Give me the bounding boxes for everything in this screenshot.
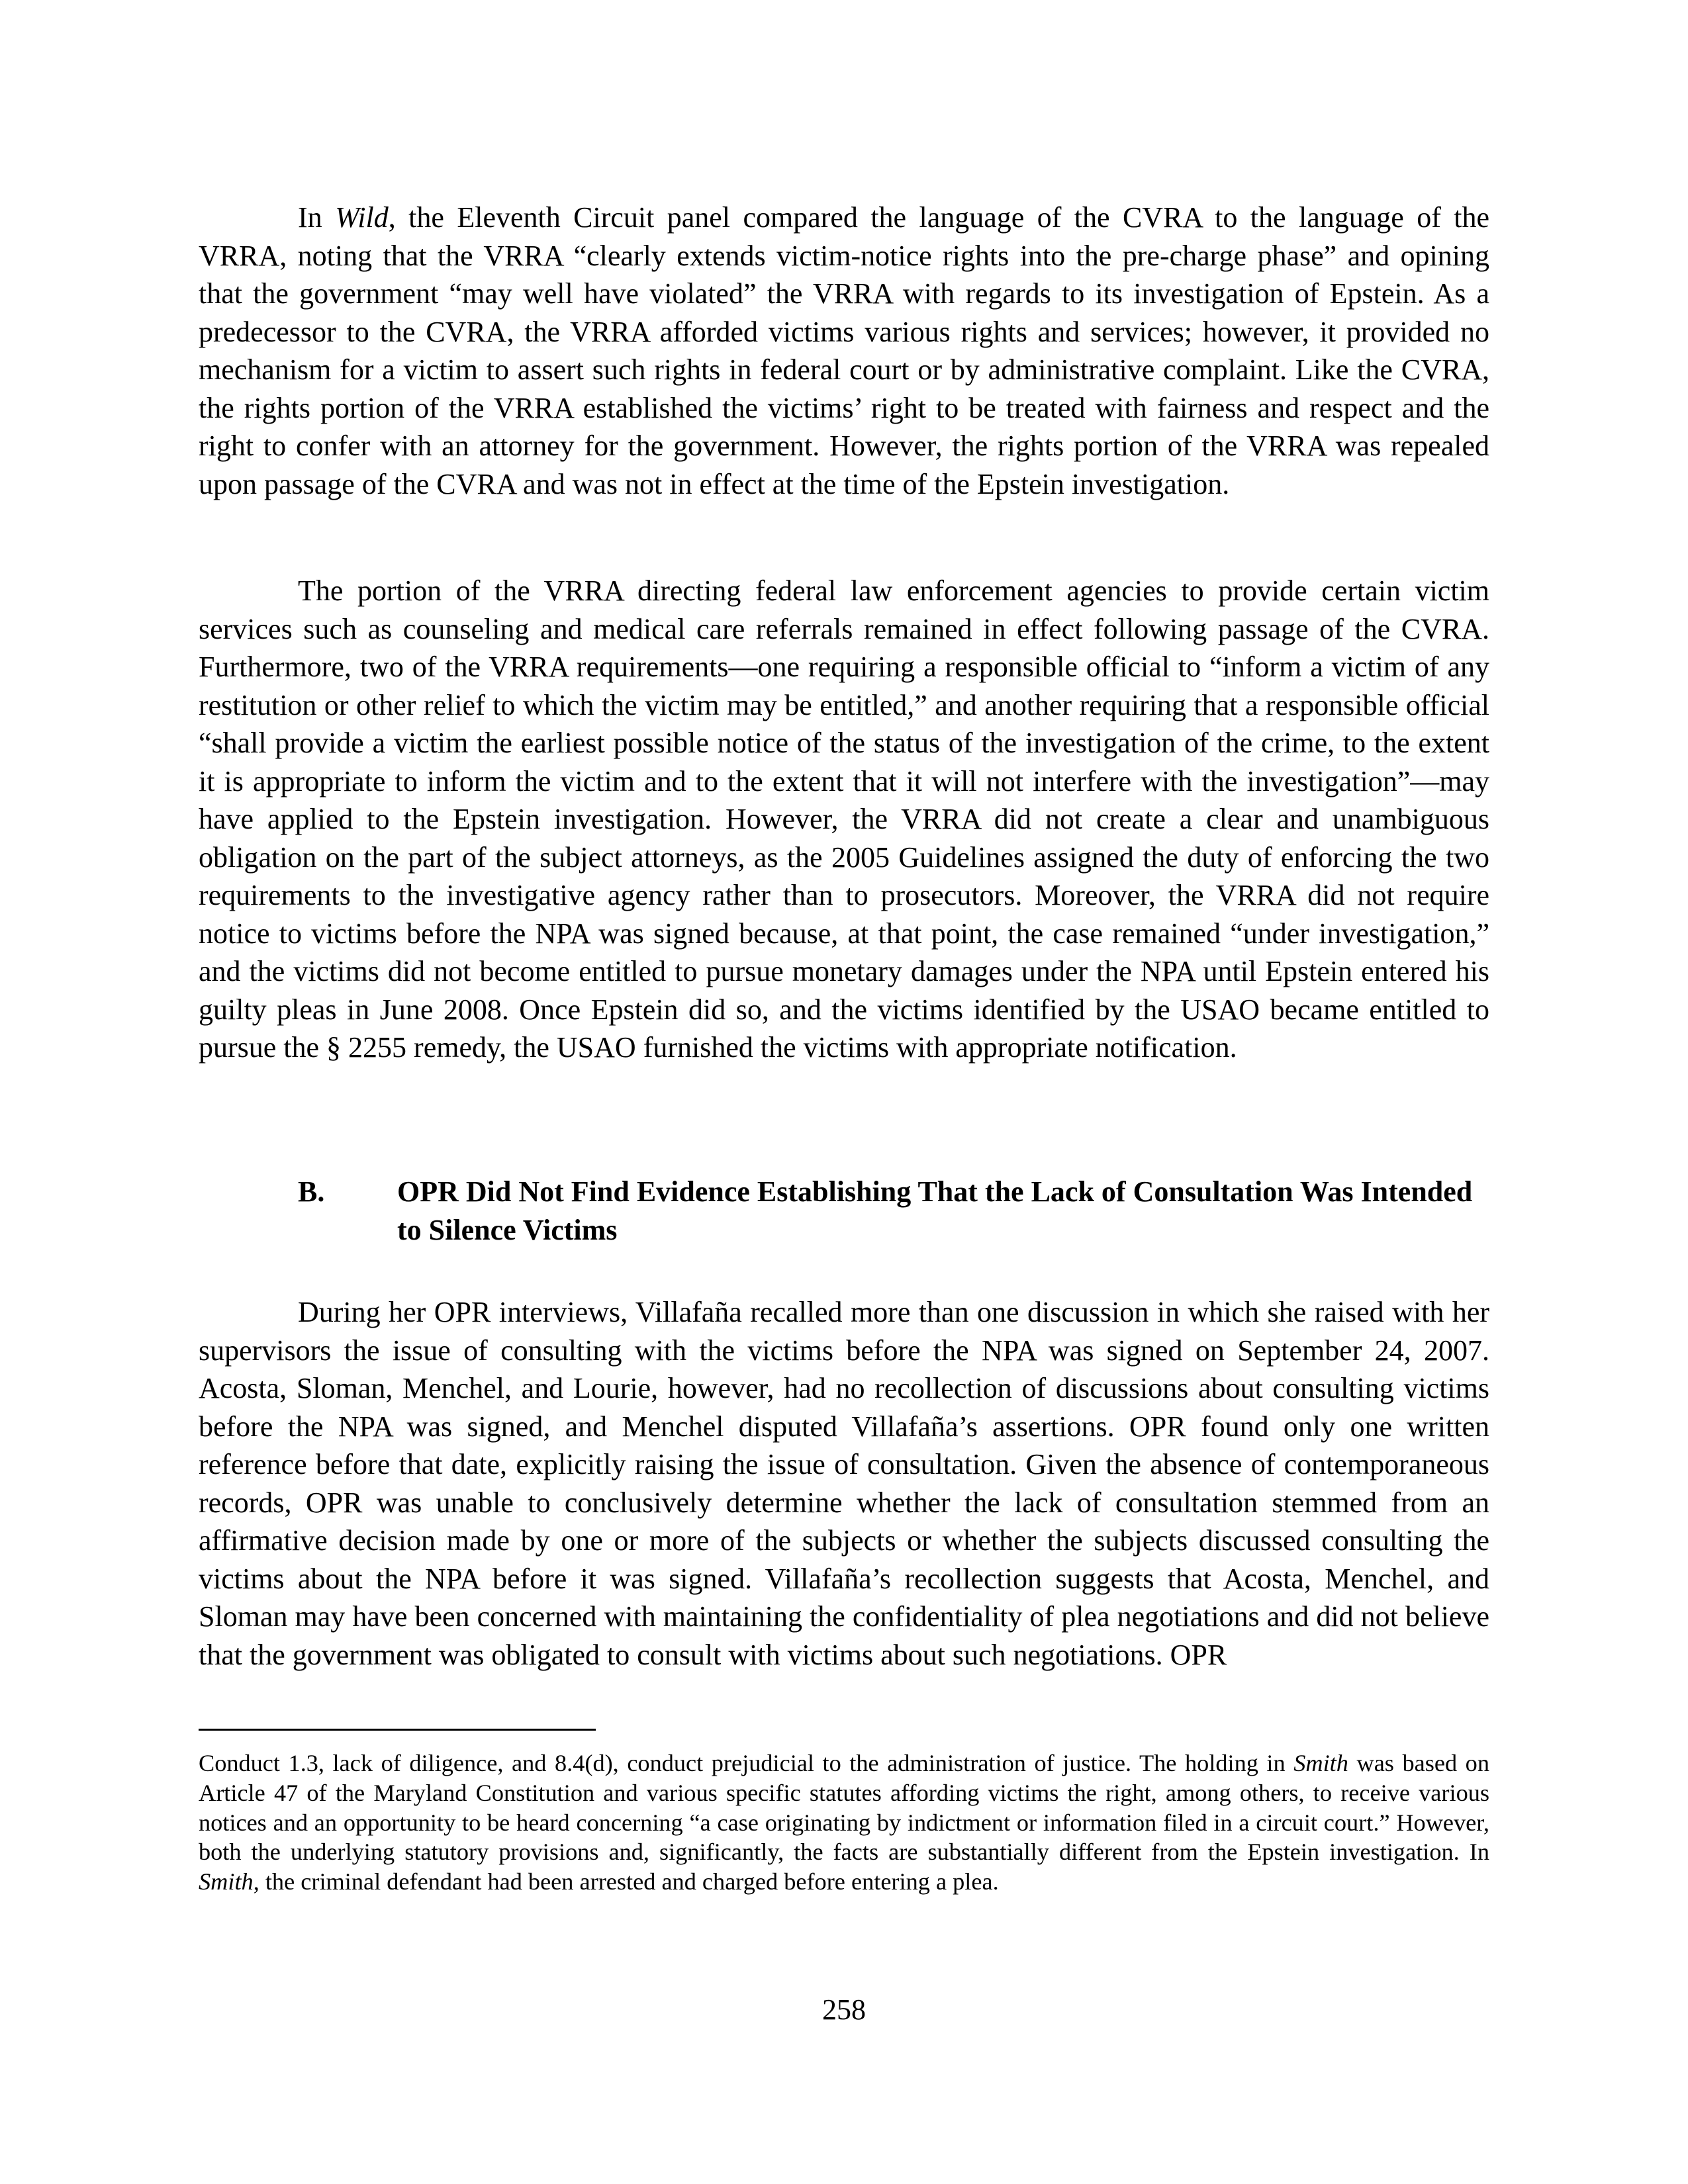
section-heading-b	[298, 1173, 1489, 1249]
case-name-smith-2: Smith	[199, 1868, 254, 1895]
footnote-part-1: Conduct 1.3, lack of diligence, and 8.4(d), conduct prejudicial to the administration of justice. The holding in	[199, 1750, 1294, 1776]
paragraph-text: , the Eleventh Circuit panel compared the language of the CVRA to the language of the VRRA, noting that the VRRA “clearly extends victim-notice rights into the pre-charge phase” and opining that the government “may well have violated” the VRRA with regards to its investigation of Epstein. As a predecessor to the CVRA, the VRRA afforded victims various rights and services; however, it provided no mechanism for a victim to assert such rights in federal court or by administrative complaint. Like the CVRA, the rights portion of the VRRA established the victims’ right to be treated with fairness and respect and the right to confer with an attorney for the government. However, the rights portion of the VRRA was repealed upon passage of the CVRA and was not in effect at the time of the Epstein investigation.	[199, 201, 1490, 500]
section-letter: B.	[298, 1175, 325, 1208]
paragraph-opr-interviews: During her OPR interviews, Villafaña recalled more than one discussion in which she raised with her supervisors the issue of consulting with the victims before the NPA was signed on September 24, 2007. Acosta, Sloman, Menchel, and Lourie, however, had no recollection of discussions about consulting victims before the NPA was signed, and Menchel disputed Villafaña’s assertions. OPR found only one written reference before that date, explicitly raising the issue of consultation. Given the absence of contemporaneous records, OPR was unable to conclusively determine whether the lack of consultation stemmed from an affirmative decision made by one or more of the subjects or whether the subjects discussed consulting the victims about the NPA before it was signed. Villafaña’s recollection suggests that Acosta, Menchel, and Sloman may have been concerned with maintaining the confidentiality of plea negotiations and did not believe that the government was obligated to consult with victims about such negotiations. OPR	[199, 1296, 1489, 1671]
footnote-continuation	[199, 1749, 1489, 1897]
page-number: 258	[822, 1993, 866, 2026]
footnote-divider	[199, 1729, 596, 1731]
paragraph-wild-vrra	[199, 199, 1489, 503]
paragraph-vrra-services: The portion of the VRRA directing federal law enforcement agencies to provide certain victim services such as counseling and medical care referrals remained in effect following passage of the CVRA. Furthermore, two of the VRRA requirements—one requiring a responsible official to “inform a victim of any restitution or other relief to which the victim may be entitled,” and another requiring that a responsible official “shall provide a victim the earliest possible notice of the status of the investigation of the crime, to the extent it is appropriate to inform the victim and to the extent that it will not interfere with the investigation”—may have applied to the Epstein investigation. However, the VRRA did not create a clear and unambiguous obligation on the part of the subject attorneys, as the 2005 Guidelines assigned the duty of enforcing the two requirements to the investigative agency rather than to prosecutors. Moreover, the VRRA did not require notice to victims before the NPA was signed because, at that point, the case remained “under investigation,” and the victims did not become entitled to pursue monetary damages under the NPA until Epstein entered his guilty pleas in June 2008. Once Epstein did so, and the victims identified by the USAO became entitled to pursue the § 2255 remedy, the USAO furnished the victims with appropriate notification.	[199, 574, 1489, 1064]
section-title: OPR Did Not Find Evidence Establishing That the Lack of Consultation Was Intended to Silence Victims	[397, 1175, 1473, 1246]
footnote-part-2: was based on Article 47 of the Maryland Constitution and various specific statutes affording victims the right, among others, to receive various notices and an opportunity to be heard concerning “a case originating by indictment or information filed in a circuit court.” However, both the underlying statutory provisions and, significantly, the facts are substantially different from the Epstein investigation. In	[199, 1750, 1489, 1866]
case-name-wild: Wild	[335, 201, 389, 234]
paragraph-prefix: In	[298, 201, 336, 234]
footnote-part-3: , the criminal defendant had been arrested and charged before entering a plea.	[253, 1868, 999, 1895]
case-name-smith-1: Smith	[1293, 1750, 1348, 1776]
